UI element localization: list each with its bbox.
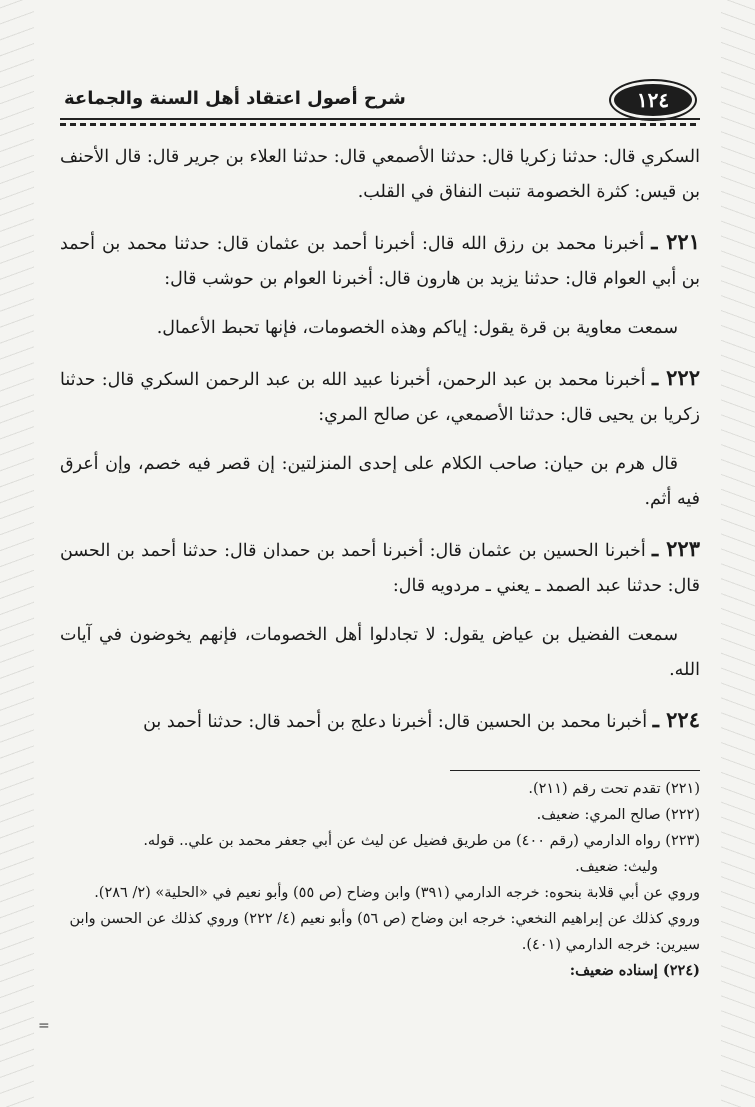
footnote-221: (٢٢١) تقدم تحت رقم (٢١١). (528, 781, 700, 797)
header-rule (60, 118, 700, 126)
footnote-224-text: (٢٢٤) إسناده ضعيف: (569, 962, 700, 979)
margin-mark: = (38, 1018, 50, 1034)
hadith-number-223: ٢٢٣ ـ (651, 536, 700, 561)
page-edge-left (0, 0, 34, 1107)
hadith-221-chain: أخبرنا محمد بن رزق الله قال: أخبرنا أحمد بن عثمان قال: حدثنا محمد بن أحمد بن أبي العوام قال: حدثنا يزيد بن هارون قال: أخبرنا العوام بن حوشب قال: (60, 234, 700, 289)
hadith-223-text: سمعت الفضيل بن عياض يقول: لا تجادلوا أهل الخصومات، فإنهم يخوضون في آيات الله. (60, 625, 700, 680)
footnote-223-note: وليث: ضعيف. (575, 859, 658, 875)
running-title: شرح أصول اعتقاد أهل السنة والجماعة (64, 88, 406, 109)
hadith-221 (60, 224, 700, 297)
page-edge-right (721, 0, 755, 1107)
hadith-224 (60, 702, 700, 740)
page-header (60, 78, 700, 122)
body-text (60, 140, 700, 754)
hadith-number-221: ٢٢١ ـ (651, 229, 700, 254)
footnote-224 (60, 958, 700, 984)
hadith-number-224: ٢٢٤ ـ (652, 707, 700, 732)
footnote-rule (450, 770, 700, 771)
hadith-222-text: قال هرم بن حيان: صاحب الكلام على إحدى المنزلتين: إن قصر فيه خصم، وإن أعرق فيه أثم. (60, 454, 700, 509)
footnote-223-abu-qilaba: وروي عن أبي قلابة بنحوه: خرجه الدارمي (٣٩١) وابن وضاح (ص ٥٥) وأبو نعيم في «الحلية» (٢/ ٢٨٦). (94, 885, 700, 901)
page-number-badge: ١٢٤ (614, 84, 692, 116)
book-page (60, 0, 700, 1107)
hadith-222-chain: أخبرنا محمد بن عبد الرحمن، أخبرنا عبيد الله بن عبد الرحمن السكري قال: حدثنا زكريا بن يحيى قال: حدثنا الأصمعي، عن صالح المري: (60, 370, 700, 425)
footnote-223: (٢٢٣) رواه الدارمي (رقم ٤٠٠) من طريق فضيل عن ليث عن أبي جعفر محمد بن علي.. قوله. (143, 833, 700, 849)
footnotes (60, 776, 700, 984)
hadith-224-chain: أخبرنا محمد بن الحسين قال: أخبرنا دعلج بن أحمد قال: حدثنا أحمد بن (143, 712, 648, 732)
hadith-221-text: سمعت معاوية بن قرة يقول: إياكم وهذه الخصومات، فإنها تحبط الأعمال. (156, 318, 678, 338)
hadith-222 (60, 360, 700, 433)
hadith-223-chain: أخبرنا الحسين بن عثمان قال: أخبرنا أحمد بن حمدان قال: حدثنا أحمد بن الحسن قال: حدثنا عبد الصمد ـ يعني ـ مردويه قال: (60, 541, 700, 596)
hadith-223 (60, 531, 700, 604)
footnote-223-nakhai: وروي كذلك عن إبراهيم النخعي: خرجه ابن وضاح (ص ٥٦) وأبو نعيم (٤/ ٢٢٢) وروي كذلك عن الحسن وابن سيرين: خرجه الدارمي (٤٠١). (69, 911, 700, 953)
paragraph-intro: السكري قال: حدثنا زكريا قال: حدثنا الأصمعي قال: حدثنا العلاء بن جرير قال: قال الأحنف بن قيس: كثرة الخصومة تنبت النفاق في القلب. (60, 147, 700, 202)
hadith-number-222: ٢٢٢ ـ (651, 365, 700, 390)
footnote-222: (٢٢٢) صالح المري: ضعيف. (536, 807, 700, 823)
